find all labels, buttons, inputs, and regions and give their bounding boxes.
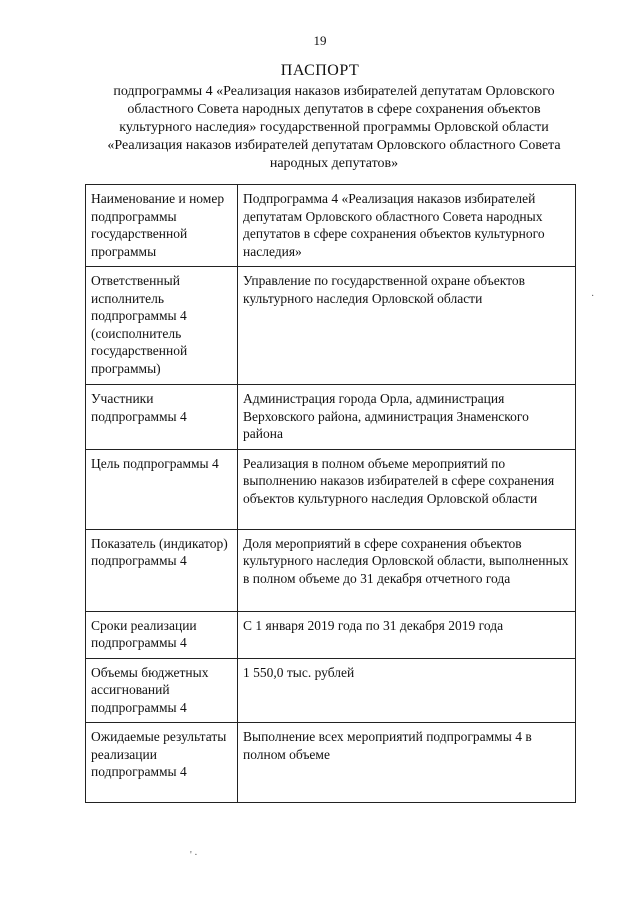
row-label: Участники подпрограммы 4 [86,385,238,450]
row-value: Подпрограмма 4 «Реализация наказов избирателей депутатам Орловского областного Совета народных депутатов в сфере сохранения объектов культурного наследия» [238,185,576,267]
table-row [86,385,576,450]
table-row [86,185,576,267]
row-value: 1 550,0 тыс. рублей [238,658,576,723]
document-subtitle: подпрограммы 4 «Реализация наказов избирателей депутатам Орловского областного Совета народных депутатов в сфере сохранения объектов культурного наследия» государственной программы Орловской области «Реализация наказов избирателей депутатам Орловского областного Совета народных депутатов» [107,84,561,171]
table-row [86,723,576,803]
table-row [86,611,576,658]
row-value: Реализация в полном объеме мероприятий по выполнению наказов избирателей в сфере сохранения объектов культурного наследия Орловской области [238,449,576,529]
table-row [86,449,576,529]
row-value: Управление по государственной охране объектов культурного наследия Орловской области [238,267,576,385]
row-value: Доля мероприятий в сфере сохранения объектов культурного наследия Орловской области, выполненных в полном объеме до 31 декабря отчетного года [238,529,576,611]
row-value: С 1 января 2019 года по 31 декабря 2019 года [238,611,576,658]
row-value: Выполнение всех мероприятий подпрограммы 4 в полном объеме [238,723,576,803]
row-value: Администрация города Орла, администрация Верховского района, администрация Знаменского района [238,385,576,450]
document-title: ПАСПОРТ [280,62,360,79]
row-label: Наименование и номер подпрограммы государственной программы [86,185,238,267]
row-label: Показатель (индикатор) подпрограммы 4 [86,529,238,611]
row-label: Объемы бюджетных ассигнований подпрограммы 4 [86,658,238,723]
stray-scan-mark: ' · [190,850,198,861]
row-label: Цель подпрограммы 4 [86,449,238,529]
row-label: Ожидаемые результаты реализации подпрограммы 4 [86,723,238,803]
table-row [86,529,576,611]
row-label: Ответственный исполнитель подпрограммы 4 (соисполнитель государственной программы) [86,267,238,385]
table-row [86,267,576,385]
row-label: Сроки реализации подпрограммы 4 [86,611,238,658]
table-row [86,658,576,723]
stray-dot-mark: · [591,291,595,302]
passport-table [85,184,576,803]
page-number: 19 [313,33,327,48]
